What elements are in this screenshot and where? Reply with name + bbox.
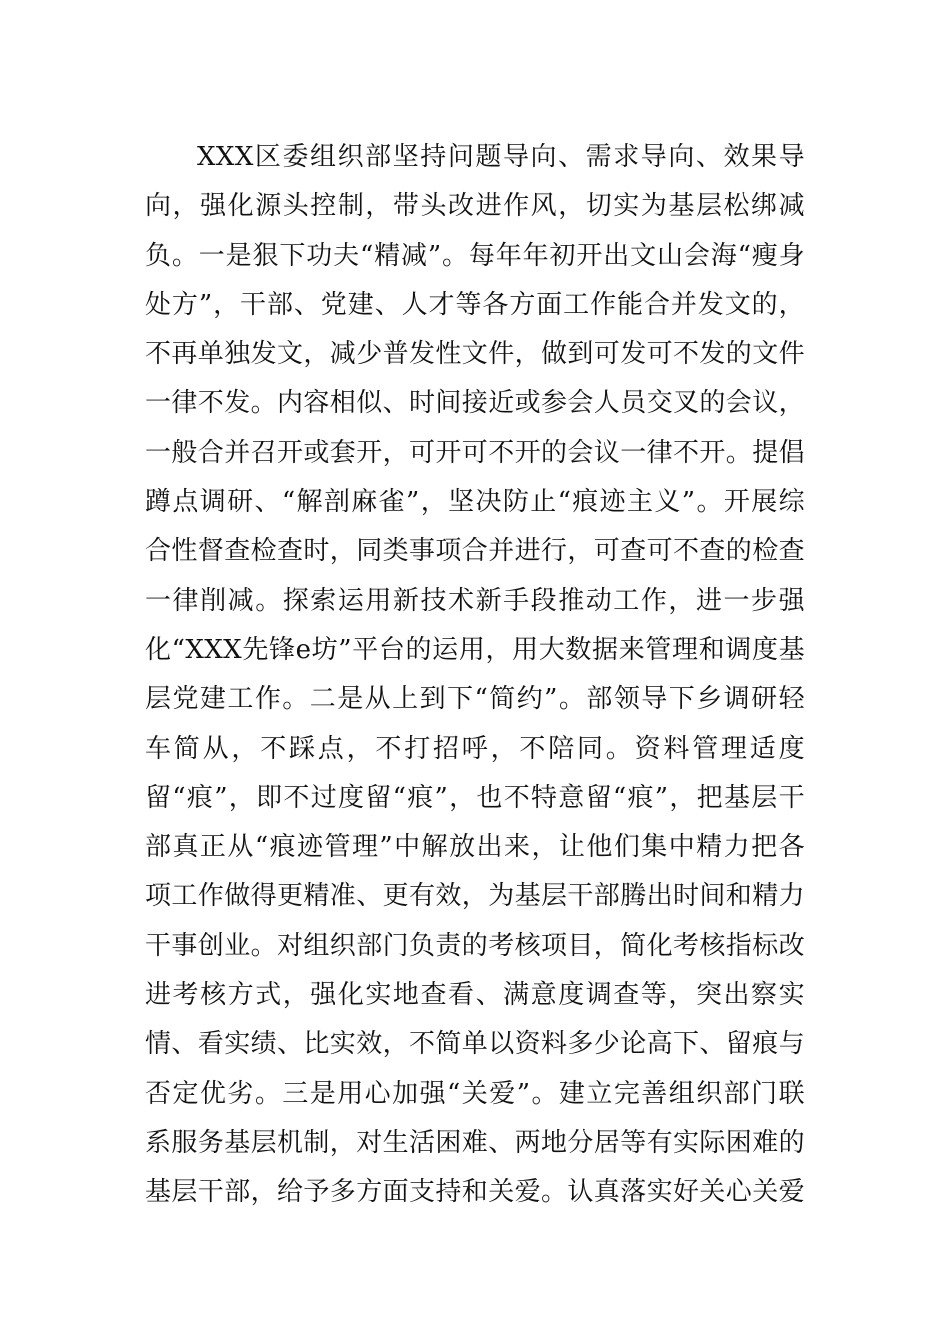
body-paragraph: XXX区委组织部坚持问题导向、需求导向、效果导向，强化源头控制，带头改进作风，切实为基层松绑减负。一是狠下功夫“精减”。每年年初开出文山会海“瘦身处方”，干部、党建、人才等各方面工作能合并发文的，不再单独发文，减少普发性文件，做到可发可不发的文件一律不发。内容相似、时间接近或参会人员交叉的会议，一般合并召开或套开，可开可不开的会议一律不开。提倡蹲点调研、“解剖麻雀”，坚决防止“痕迹主义”。开展综合性督查检查时，同类事项合并进行，可查可不查的检查一律削减。探索运用新技术新手段推动工作，进一步强化“XXX先锋e坊”平台的运用，用大数据来管理和调度基层党建工作。二是从上到下“简约”。部领导下乡调研轻车简从，不踩点，不打招呼，不陪同。资料管理适度留“痕”，即不过度留“痕”，也不特意留“痕”，把基层干部真正从“痕迹管理”中解放出来，让他们集中精力把各项工作做得更精准、更有效，为基层干部腾出时间和精力干事创业。对组织部门负责的考核项目，简化考核指标改进考核方式，强化实地查看、满意度调查等，突出察实情、看实绩、比实效，不简单以资料多少论高下、留痕与否定优劣。三是用心加强“关爱”。建立完善组织部门联系服务基层机制，对生活困难、两地分居等有实际困难的基层干部，给予多方面支持和关爱。认真落实好关心关爱: [145, 142, 806, 1208]
